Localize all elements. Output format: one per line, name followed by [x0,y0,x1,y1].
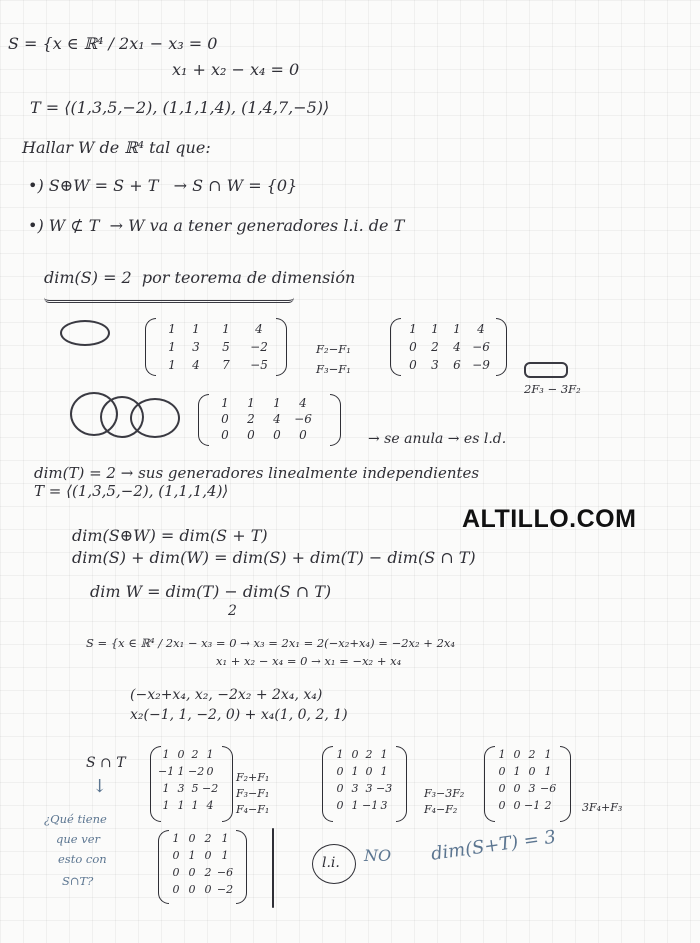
crossed-out-scribble [44,292,294,303]
matrix-bracket-right [560,746,571,822]
matrix-bracket-right [222,746,233,822]
altillo-watermark: ALTILLO.COM [462,505,637,533]
condition-2: •) W ⊄ T → W va a tener generadores l.i. de T [28,216,405,235]
intersection-label: S ∩ T [86,755,126,771]
s-param-line2: x₁ + x₂ − x₄ = 0 → x₁ = −x₂ + x₄ [216,654,402,668]
matrix-bracket-left [198,394,209,446]
intersection-matrix-4: 1 0 2 1 0 1 0 1 0 0 2 −6 0 0 0 −2 [172,832,234,896]
s-generators: x₂(−1, 1, −2, 0) + x₄(1, 0, 2, 1) [130,707,348,723]
matrix-bracket-right [236,830,247,904]
matrix-3: 1 1 1 4 0 2 4 −6 0 0 0 0 [221,396,312,442]
vertical-bar [272,828,274,908]
circled-li-text: l.i. [322,855,340,871]
matrix-bracket-right [330,394,341,446]
matrix-bracket-left [145,318,156,376]
intersection-matrix-2: 1 0 2 1 0 1 0 1 0 3 3 −3 0 1 −1 3 [336,748,393,812]
margin-question: que ver [56,832,101,846]
s-generic-vector: (−x₂+x₄, x₂, −2x₂ + 2x₄, x₄) [130,687,323,703]
crossed-out-scribble [60,320,110,346]
row-op-label: F₄−F₂ [424,803,458,816]
condition-1: •) S⊕W = S + T → S ∩ W = {0} [28,176,298,195]
dim-equation-2: dim(S) + dim(W) = dim(S) + dim(T) − dim(S ∩ T) [72,548,476,567]
margin-question: esto con [58,852,107,866]
row-op-label: 2F₃ − 3F₂ [524,382,581,396]
row-op-label: F₃−F₁ [316,362,351,376]
set-t-definition: T = ⟨(1,3,5,−2), (1,1,1,4), (1,4,7,−5)⟩ [30,98,330,117]
intersection-matrix-3: 1 0 2 1 0 1 0 1 0 0 3 −6 0 0 −1 2 [498,748,557,812]
row-op-label: F₃−3F₂ [424,787,465,800]
arrow-down-icon: ↓ [92,776,108,797]
task-statement: Hallar W de ℝ⁴ tal que: [22,138,211,157]
matrix-bracket-right [496,318,507,376]
set-s-definition-line1: S = {x ∈ ℝ⁴ / 2x₁ − x₃ = 0 [8,34,218,53]
dim-s-statement: dim(S) = 2 por teorema de dimensión [44,268,356,287]
dim-t-value: 2 [228,603,237,619]
margin-question: S∩T? [62,874,94,888]
s-param-line1: S = {x ∈ ℝ⁴ / 2x₁ − x₃ = 0 → x₃ = 2x₁ = 2(−x₂+x₄) = −2x₂ + 2x₄ [86,636,455,650]
t-basis: T = ⟨(1,3,5,−2), (1,1,1,4)⟩ [34,482,229,500]
dim-intersection-note: dim(S+T) = 3 [429,826,558,865]
set-s-definition-line2: x₁ + x₂ − x₄ = 0 [172,60,300,79]
crossed-out-scribble [524,362,568,378]
dim-equation-1: dim(S⊕W) = dim(S + T) [72,526,268,545]
dim-equation-3: dim W = dim(T) − dim(S ∩ T) [90,582,332,601]
row-op-label: F₃−F₁ [236,787,270,800]
linear-dependence-note: → se anula → es l.d. [368,431,507,447]
matrix-bracket-left [390,318,401,376]
crossed-out-scribble [130,398,180,438]
matrix-bracket-right [276,318,287,376]
margin-question: ¿Qué tiene [44,812,107,826]
row-op-label: F₂+F₁ [236,771,270,784]
row-op-label: F₄−F₁ [236,803,270,816]
row-op-label: 3F₄+F₃ [582,801,623,814]
matrix-2: 1 1 1 4 0 2 4 −6 0 3 6 −9 [409,322,490,372]
row-op-label: F₂−F₁ [316,342,351,356]
answer-no: NO [364,846,392,865]
matrix-bracket-right [396,746,407,822]
matrix-1: 1 1 1 4 1 3 5 −2 1 4 7 −5 [168,322,268,372]
intersection-matrix-1: 1 0 2 1 −1 1 −2 0 1 3 5 −2 1 1 1 4 [158,748,219,812]
dim-t-statement: dim(T) = 2 → sus generadores linealmente independientes [34,464,480,482]
